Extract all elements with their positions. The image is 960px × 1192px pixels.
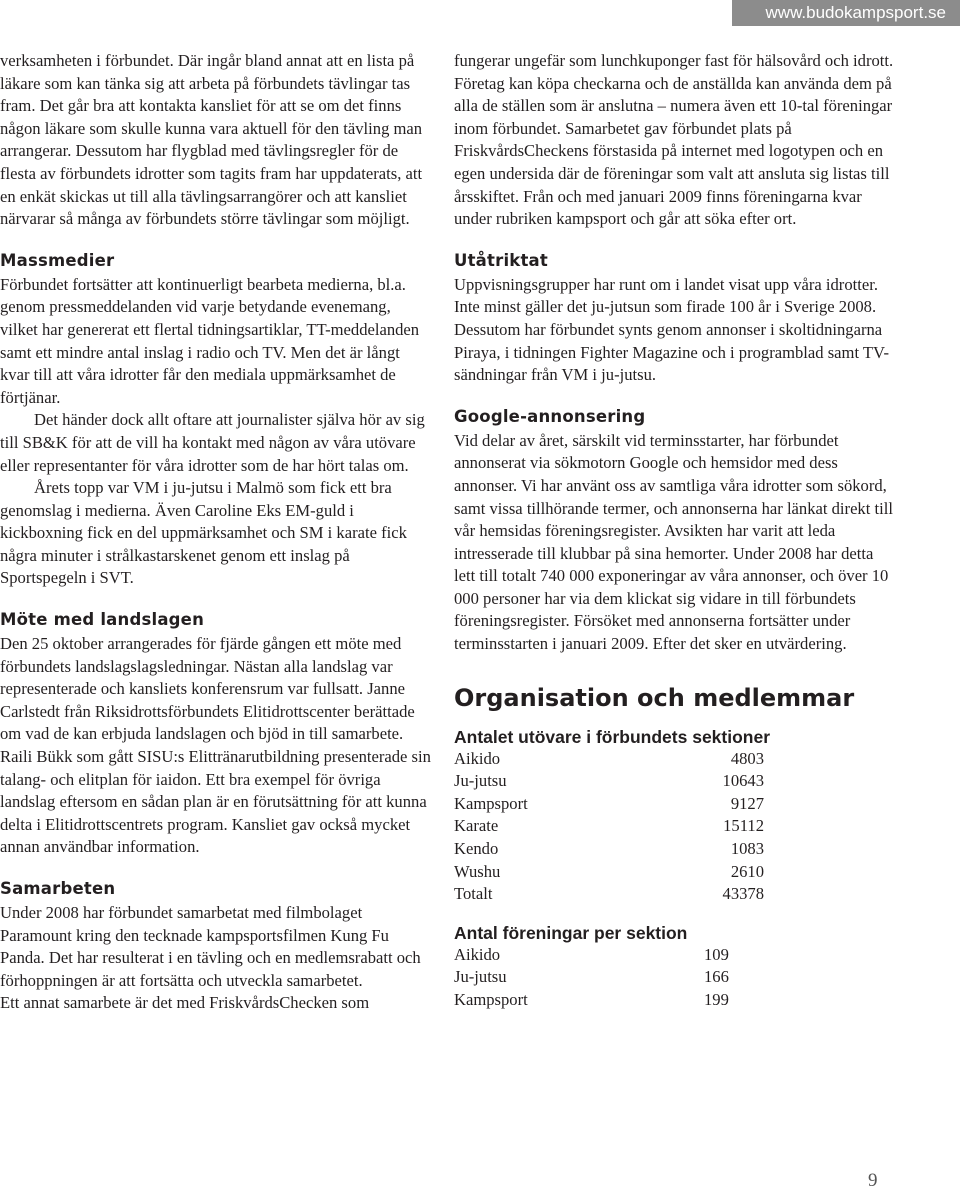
section-count: 199 bbox=[704, 990, 729, 1009]
table-row bbox=[454, 748, 764, 771]
utovare-table bbox=[454, 748, 764, 906]
section-name: Totalt bbox=[454, 884, 493, 904]
massmedier-paragraph-2: Det händer dock allt oftare att journalister själva hör av sig till SB&K för att de vill ha kontakt med någon av våra utövare eller representanter för våra idrotter som de har hört talas om. bbox=[0, 410, 425, 475]
section-count: 109 bbox=[704, 944, 729, 964]
section-count: 1083 bbox=[730, 839, 764, 859]
foreningar-table-title: Antal föreningar per sektion bbox=[454, 922, 688, 943]
section-name: Kendo bbox=[454, 839, 499, 859]
samarbeten-paragraph-1: Under 2008 har förbundet samarbetat med filmbolaget Paramount kring den tecknade kampsportsfilmen Kung Fu Panda. Det har resulterat i en tävling och en medlemsrabatt och förhoppningen är att fortsätta och utveckla samarbetet. bbox=[0, 903, 421, 990]
friskvard-paragraph: fungerar ungefär som lunchkuponger fast för hälsovård och idrott. Företag kan köpa checkarna och de anställda kan använda dem på alla de ställen som är anslutna – numera även ett 10-tal föreningar inom förbundet. Samarbetet gav förbundet plats på FriskvårdsCheckens förstasida på internet med logotypen och en egen undersida där de föreningar som valt att ansluta sig listas till årsskiftet. Från och med januari 2009 finns föreningarna kvar under rubriken kampsport och går att söka efter ort. bbox=[454, 51, 894, 229]
mote-heading: Möte med landslagen bbox=[0, 610, 205, 630]
massmedier-heading: Massmedier bbox=[0, 250, 115, 270]
utatriktat-heading: Utåtriktat bbox=[454, 250, 548, 270]
table-row bbox=[454, 861, 764, 884]
section-count: 10643 bbox=[722, 771, 764, 791]
mote-paragraph: Den 25 oktober arrangerades för fjärde gången ett möte med förbundets landslagslagsledningar. Nästan alla landslag var representerade och kansliets konferensrum var fullsatt. Janne Carlstedt från Riksidrottsförbundets Elitidrottscenter berättade om vad de kan erbjuda landslagen och bjöd in till samarbete. Raili Bükk som gått SISU:s Elittränarutbildning presenterade sin talang- och elitplan för iaidon. Ett bra exempel för övriga landslag eftersom en sådan plan är en förutsättning för att kunna delta i Elitidrottscentrets program. Kansliet gav också mycket annan användbar information. bbox=[0, 634, 431, 857]
section-count: 15112 bbox=[723, 816, 764, 836]
section-name: Aikido bbox=[454, 748, 501, 768]
table-row bbox=[454, 944, 764, 967]
section-count: 166 bbox=[704, 967, 729, 987]
section-count: 4803 bbox=[730, 748, 764, 768]
left-column bbox=[0, 50, 432, 1015]
page-number: 9 bbox=[868, 1170, 878, 1191]
google-paragraph: Vid delar av året, särskilt vid terminsstarter, har förbundet annonserat via sökmotorn Google och hemsidor med dess annonser. Vi har använt oss av samtliga våra idrotter som sökord, samt vissa tillhörande termer, och annonserna har länkat direkt till vår hemsidas föreningsregister. Avsikten har varit att leda intresserade till klubbar på sina hemorter. Under 2008 har detta lett till totalt 740 000 exponeringar av våra annonser, och över 10 000 personer har via dem klickat sig vidare in till förbundets föreningsregister. Försöket med annonserna fortsätter under terminsstarten i januari 2009. Efter det sker en utvärdering. bbox=[454, 430, 893, 654]
site-url: www.budokampsport.se bbox=[765, 3, 946, 22]
utovare-table-title: Antalet utövare i förbundets sektioner bbox=[454, 726, 771, 747]
samarbeten-paragraph-2: Ett annat samarbete är det med FriskvårdsChecken som bbox=[0, 993, 370, 1013]
section-name: Ju-jutsu bbox=[454, 771, 507, 791]
intro-paragraph: verksamheten i förbundet. Där ingår bland annat att en lista på läkare som kan tänka sig att arbeta på förbundets tävlingar tas fram. Det går bra att kontakta kansliet för att se om det finns någon läkare som skulle kunna vara aktuell för den tävling man arrangerar. Dessutom har flygblad med tävlingsregler för de flesta av förbundets idrotter som tagits fram har uppdaterats, att en enkät skickas ut till alla tävlingsarrangörer och att kansliet närvarar så många av förbundets större tävlingar som möjligt. bbox=[0, 51, 423, 229]
right-column bbox=[454, 50, 894, 1012]
organisation-heading: Organisation och medlemmar bbox=[454, 683, 855, 712]
section-count: 43378 bbox=[722, 884, 764, 904]
section-name: Aikido bbox=[454, 944, 501, 964]
table-row bbox=[454, 883, 764, 906]
table-row bbox=[454, 793, 764, 816]
table-row bbox=[454, 989, 764, 1012]
section-count: 9127 bbox=[730, 793, 764, 813]
table-row bbox=[454, 838, 764, 861]
section-name: Kampsport bbox=[454, 990, 528, 1009]
section-name: Karate bbox=[454, 816, 499, 836]
site-url-banner bbox=[732, 0, 960, 26]
section-name: Ju-jutsu bbox=[454, 967, 507, 987]
utatriktat-paragraph: Uppvisningsgrupper har runt om i landet visat upp våra idrotter. Inte minst gäller det ju-jutsun som firade 100 år i Sverige 2008. Dessutom har förbundet synts genom annonser i skoltidningarna Piraya, i tidningen Fighter Magazine och i programblad samt TV-sändningar från VM i ju-jutsu. bbox=[454, 274, 890, 385]
section-name: Kampsport bbox=[454, 793, 528, 813]
table-row bbox=[454, 966, 764, 989]
massmedier-paragraph-1: Förbundet fortsätter att kontinuerligt bearbeta medierna, bl.a. genom pressmeddelanden vid varje betydande evenemang, vilket har genererat ett flertal tidningsartiklar, TT-meddelanden samt ett mindre antal inslag i radio och TV. Men det är långt kvar till att våra idrotter får den mediala uppmärksamhet de förtjänar. bbox=[0, 274, 420, 407]
section-count: 2610 bbox=[730, 861, 764, 881]
section-name: Wushu bbox=[454, 861, 501, 881]
table-row bbox=[454, 770, 764, 793]
google-heading: Google-annonsering bbox=[454, 406, 646, 426]
samarbeten-heading: Samarbeten bbox=[0, 879, 116, 898]
table-row bbox=[454, 815, 764, 838]
massmedier-paragraph-3: Årets topp var VM i ju-jutsu i Malmö som fick ett bra genomslag i medierna. Även Caroline Eks EM-guld i kickboxning fick en del uppmärksamhet och SM i karate fick några minuter i strålkastarskenet genom ett inslag på Sportspegeln i SVT. bbox=[0, 478, 407, 588]
foreningar-table bbox=[454, 944, 764, 1012]
